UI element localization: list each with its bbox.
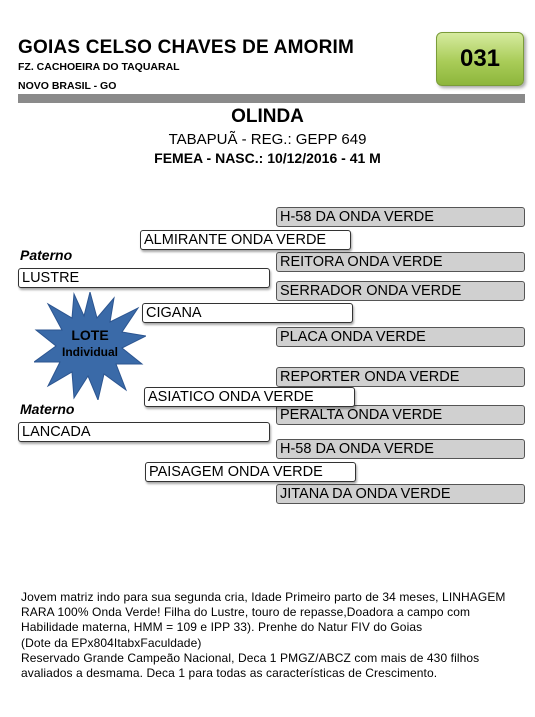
pedigree-gg-4: PLACA ONDA VERDE bbox=[276, 327, 525, 347]
farm-name: FZ. CACHOEIRA DO TAQUARAL bbox=[18, 61, 180, 73]
paternal-label: Paterno bbox=[20, 247, 73, 263]
animal-breed-registration: TABAPUÃ - REG.: GEPP 649 bbox=[168, 131, 367, 148]
pedigree-gg-7: H-58 DA ONDA VERDE bbox=[276, 439, 525, 459]
lote-individual-starburst bbox=[34, 292, 146, 400]
maternal-label: Materno bbox=[20, 401, 75, 417]
pedigree-gg-5: REPORTER ONDA VERDE bbox=[276, 367, 525, 387]
description-paragraph-1: Jovem matriz indo para sua segunda cria, Idade Primeiro parto de 34 meses, LINHAGEM RARA 100% Onda Verde! Filha do Lustre, touro de repasse,Doadora a campo com Habilidade materna, HMM = 109 e IPP 33). Prenhe do Natur FIV do Goias bbox=[21, 590, 506, 635]
description-paragraph-3: Reservado Grande Campeão Nacional, Deca 1 PMGZ/ABCZ com mais de 430 filhos avaliados a desmama. Deca 1 para todas as características de Crescimento. bbox=[21, 650, 480, 681]
pedigree-sire-dam: CIGANA bbox=[142, 303, 353, 323]
starburst-line1: LOTE bbox=[71, 327, 109, 343]
pedigree-dam: LANCADA bbox=[18, 422, 270, 442]
animal-sex-birth: FEMEA - NASC.: 10/12/2016 - 41 M bbox=[154, 150, 381, 166]
pedigree-gg-1: H-58 DA ONDA VERDE bbox=[276, 207, 525, 227]
description-paragraph-2: (Dote da EPx804ItabxFaculdade) bbox=[21, 635, 202, 650]
owner-name: GOIAS CELSO CHAVES DE AMORIM bbox=[18, 37, 355, 58]
pedigree-gg-6: PERALTA ONDA VERDE bbox=[276, 405, 525, 425]
pedigree-gg-2: REITORA ONDA VERDE bbox=[276, 252, 525, 272]
pedigree-gg-3: SERRADOR ONDA VERDE bbox=[276, 281, 525, 301]
lot-number-badge: 031 bbox=[436, 32, 524, 86]
animal-name: OLINDA bbox=[231, 106, 304, 127]
animal-description bbox=[21, 590, 521, 681]
pedigree-dam-dam: PAISAGEM ONDA VERDE bbox=[145, 462, 356, 482]
header-divider bbox=[18, 94, 525, 103]
pedigree-sire-sire: ALMIRANTE ONDA VERDE bbox=[140, 230, 351, 250]
city-name: NOVO BRASIL - GO bbox=[18, 80, 117, 92]
starburst-line2: Individual bbox=[61, 345, 119, 359]
pedigree-sire: LUSTRE bbox=[18, 268, 270, 288]
pedigree-gg-8: JITANA DA ONDA VERDE bbox=[276, 484, 525, 504]
pedigree-dam-sire: ASIATICO ONDA VERDE bbox=[144, 387, 355, 407]
